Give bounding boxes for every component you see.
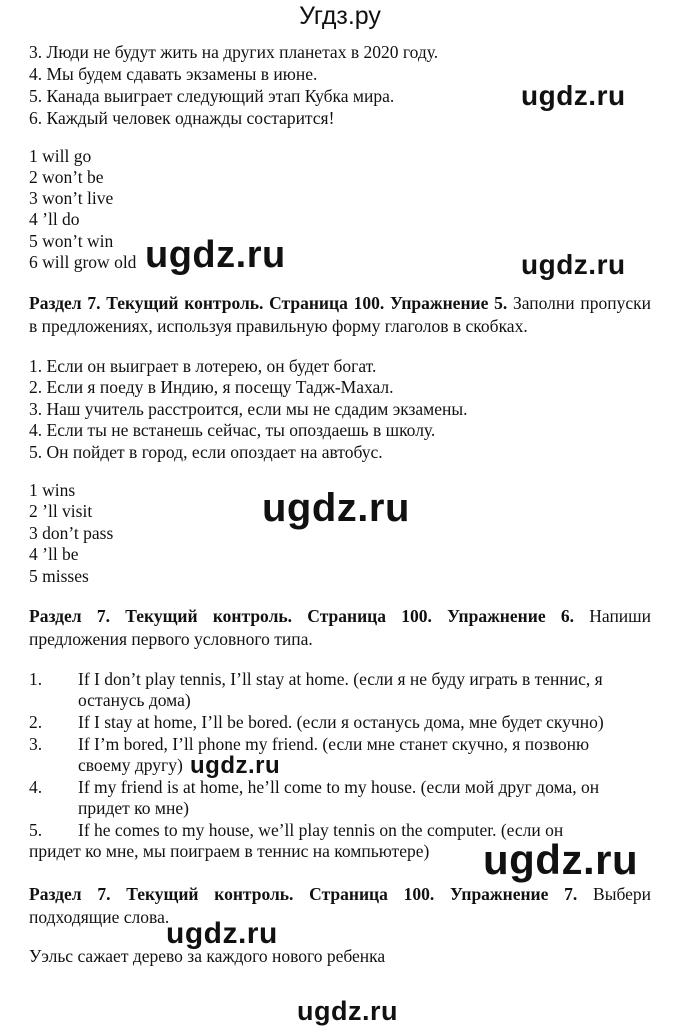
section-heading-bold: Раздел 7. Текущий контроль. Страница 100. Упражнение 6.	[29, 606, 574, 626]
list-item-line1: If he comes to my house, we’ll play tennis on the computer. (если он	[78, 820, 564, 840]
answer-line: 5 won’t win	[29, 231, 114, 251]
section-heading	[29, 883, 651, 929]
list-item-line2: придет ко мне, мы поиграем в теннис на компьютере)	[29, 841, 430, 861]
list-item-line2: своему другу)	[78, 755, 183, 775]
section-heading-text: Напиши предложения первого условного типа.	[29, 606, 652, 649]
translation-line: 3. Наш учитель расстроится, если мы не сдадим экзамены.	[29, 399, 468, 419]
section-heading-bold: Раздел 7. Текущий контроль. Страница 100. Упражнение 5.	[29, 293, 508, 313]
watermark: ugdz.ru	[483, 836, 639, 883]
answer-line: 1 wins	[29, 480, 76, 500]
answer-line: 3 don’t pass	[29, 523, 114, 543]
list-item-line2: останусь дома)	[78, 690, 191, 710]
answer-line: 2 ’ll visit	[29, 501, 93, 521]
section-heading	[29, 292, 651, 338]
translation-line: 1. Если он выиграет в лотерею, он будет богат.	[29, 356, 377, 376]
site-title: Угдз.ру	[299, 2, 381, 30]
answer-line: 3 won’t live	[29, 188, 114, 208]
translation-line: 4. Мы будем сдавать экзамены в июне.	[29, 64, 318, 84]
answer-line: 1 will go	[29, 146, 92, 166]
section-text: Уэльс сажает дерево за каждого нового ребенка	[29, 946, 386, 966]
list-item-line1: If I don’t play tennis, I’ll stay at home. (если я не буду играть в теннис, я	[78, 669, 603, 689]
translation-line: 2. Если я поеду в Индию, я посещу Тадж-Махал.	[29, 377, 394, 397]
section-heading-text: Выбери подходящие слова.	[29, 884, 652, 927]
answer-line: 4 ’ll be	[29, 544, 79, 564]
translation-line: 5. Канада выиграет следующий этап Кубка мира.	[29, 86, 395, 106]
list-item	[29, 734, 651, 776]
translation-line: 4. Если ты не встанешь сейчас, ты опоздаешь в школу.	[29, 420, 436, 440]
section-heading-bold: Раздел 7. Текущий контроль. Страница 100. Упражнение 7.	[29, 884, 578, 904]
answer-line: 2 won’t be	[29, 167, 104, 187]
watermark: ugdz.ru	[190, 752, 281, 779]
list-item-line2: придет ко мне)	[78, 798, 189, 818]
list-item-line1: If I stay at home, I’ll be bored. (если я останусь дома, мне будет скучно)	[78, 712, 604, 732]
answer-line: 5 misses	[29, 566, 89, 586]
watermark: ugdz.ru	[521, 249, 626, 280]
watermark: ugdz.ru	[262, 486, 410, 530]
section-heading-text: Заполни пропуски в предложениях, используя правильную форму глаголов в скобках.	[29, 293, 651, 336]
list-item-number: 1.	[29, 669, 43, 689]
list-item-line1: If I’m bored, I’ll phone my friend. (если мне станет скучно, я позвоню	[78, 734, 590, 754]
translation-line: 3. Люди не будут жить на других планетах в 2020 году.	[29, 42, 439, 62]
translation-line: 5. Он пойдет в город, если опоздает на автобус.	[29, 442, 383, 462]
watermark: ugdz.ru	[166, 917, 278, 950]
translation-line: 6. Каждый человек однажды состарится!	[29, 108, 335, 128]
watermark: ugdz.ru	[521, 80, 626, 111]
watermark: ugdz.ru	[145, 234, 286, 276]
answer-line: 4 ’ll do	[29, 209, 80, 229]
section-heading	[29, 605, 651, 651]
list-item-line1: If my friend is at home, he’ll come to my house. (если мой друг дома, он	[78, 777, 600, 797]
list-item-number: 5.	[29, 820, 43, 840]
list-item-number: 2.	[29, 712, 43, 732]
list-item-number: 4.	[29, 777, 43, 797]
list-item	[29, 712, 651, 733]
answer-line: 6 will grow old	[29, 252, 137, 272]
list-item	[29, 669, 651, 711]
watermark: ugdz.ru	[297, 996, 398, 1026]
list-item-number: 3.	[29, 734, 43, 754]
list-item	[29, 777, 651, 819]
